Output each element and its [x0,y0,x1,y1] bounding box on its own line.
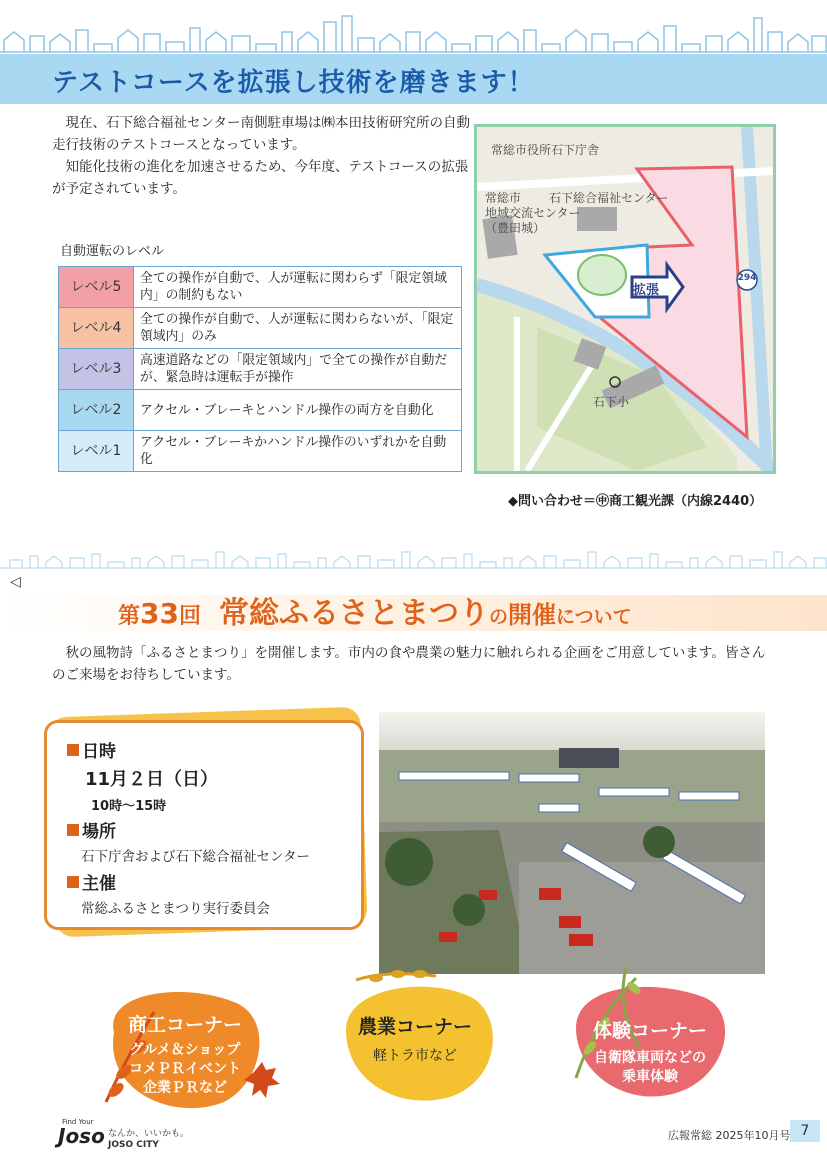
table-row [59,308,462,349]
title-kai: 回 [178,604,201,629]
section1-body [52,112,472,200]
site-map [474,124,776,474]
levels-caption: 自動運転のレベル [60,244,165,259]
level-cell: レベル1 [59,431,134,472]
heading-text: 場所 [82,822,116,842]
table-row [59,267,462,308]
event-date: 11月２日（日） [85,769,219,790]
skyline-decoration [0,14,827,54]
logo-text: Joso [58,1124,105,1148]
table-row [59,431,462,472]
section1-paragraph: 現在、石下総合福祉センター南側駐車場は㈱本田技術研究所の自動走行技術のテストコースとなっています。 [52,115,470,153]
title-suffix: 開催 [508,601,557,629]
event-host: 常総ふるさとまつり実行委員会 [81,901,270,917]
map-label-school: 石下小 [593,395,630,409]
joso-city-logo [58,1118,188,1158]
place-heading [67,817,116,842]
level-description: 全ての操作が自動で、人が運転に関わらず「限定領域内」の制約もない [134,267,462,308]
map-label-line: （豊田城） [485,221,546,235]
level-cell: レベル5 [59,267,134,308]
corner-line: 企業ＰＲなど [143,1080,227,1096]
event-place: 石下庁舎および石下総合福祉センター [81,849,310,865]
event-info-box [44,720,364,930]
logo-city: JOSO CITY [108,1140,159,1150]
back-arrow-icon[interactable]: ◁ [10,574,21,590]
corner-line: コメＰＲイベント [129,1061,241,1077]
level-cell: レベル2 [59,390,134,431]
map-label-exchange-center [485,191,581,236]
map-label-line: 地域交流センター [485,206,581,220]
contact-info: ◆問い合わせ＝㊥商工観光課（内線2440） [508,494,763,509]
page-number: 7 [790,1120,820,1142]
bullet-square-icon [67,876,79,888]
date-heading [67,737,116,762]
map-label-expand: 拡張 [633,283,660,298]
title-suffix: について [556,606,632,628]
route-294-badge: 294 [737,273,757,283]
corner-line: 乗車体験 [622,1069,678,1085]
map-label-city-hall: 常総市役所石下庁舎 [491,143,600,157]
title-main: 常総ふるさとまつり [219,596,489,631]
level-cell: レベル4 [59,308,134,349]
corner-title: 農業コーナー [357,1016,472,1038]
bullet-square-icon [67,744,79,756]
map-graphic [477,127,773,471]
corner-experience [560,1016,740,1087]
skyline-divider [0,548,827,570]
table-row [59,349,462,390]
bullet-square-icon [67,824,79,836]
festival-aerial-photo [379,712,765,974]
heading-text: 主催 [82,874,116,894]
level-description: アクセル・ブレーキかハンドル操作のいずれかを自動化 [134,431,462,472]
corner-commerce [90,1010,280,1098]
logo-small-text: Find Your [62,1118,94,1126]
section1-paragraph: 知能化技術の進化を加速させるため、今年度、テストコースの拡張が予定されています。 [52,159,469,197]
corner-title: 体験コーナー [592,1020,707,1042]
host-heading [67,869,116,894]
corner-line: 軽トラ市など [373,1048,457,1064]
table-row [59,390,462,431]
corner-title: 商工コーナー [127,1014,242,1036]
heading-text: 日時 [82,742,116,762]
event-time: 10時～15時 [91,799,167,814]
title-prefix: 第 [118,604,141,629]
photo-illustration [379,712,765,974]
level-description: 高速道路などの「限定領域内」で全ての操作が自動だが、緊急時は運転手が操作 [134,349,462,390]
corner-line: グルメ＆ショップ [129,1042,241,1058]
section2-title [118,588,632,632]
level-description: アクセル・ブレーキとハンドル操作の両方を自動化 [134,390,462,431]
automation-levels-table [58,266,462,472]
section1-title: テストコースを拡張し技術を磨きます！ [52,68,535,98]
corner-line: 自衛隊車両などの [594,1050,706,1066]
title-suffix: の [489,606,509,628]
level-description: 全ての操作が自動で、人が運転に関わらないが、「限定領域内」のみ [134,308,462,349]
map-label-line: 常総市 [485,191,522,205]
level-cell: レベル3 [59,349,134,390]
corner-agriculture [330,1012,500,1066]
logo-tagline: なんか、いいかも。 [108,1129,190,1139]
map-label-welfare-center: 石下総合福祉センター [549,191,669,205]
title-number: 33 [140,597,179,630]
section2-body: 秋の風物詩「ふるさとまつり」を開催します。市内の食や農業の魅力に触れられる企画をご用意しています。皆さんのご来場をお待ちしています。 [52,645,766,683]
publication-name: 広報常総 2025年10月号 [668,1129,791,1142]
